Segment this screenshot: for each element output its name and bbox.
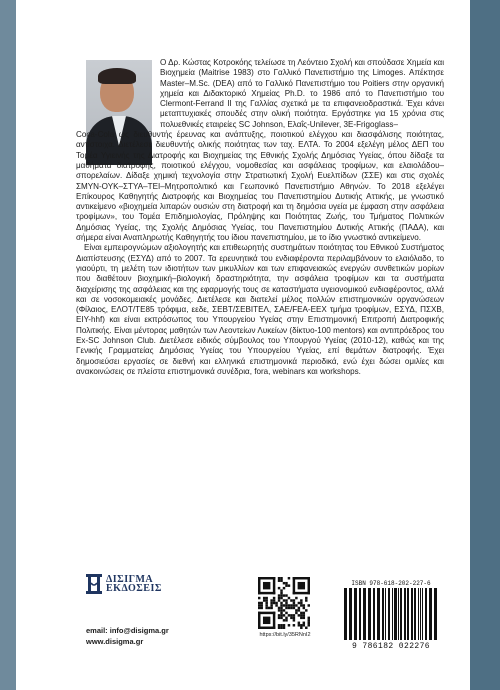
publisher-logo [86, 574, 206, 594]
isbn-barcode [336, 580, 446, 652]
publisher-email: email: info@disigma.gr [86, 626, 169, 635]
publisher-subtitle: ΕΚΔΟΣΕΙΣ [106, 583, 162, 594]
isbn-number: 9 786182 022276 [351, 642, 430, 651]
qr-code [258, 577, 310, 629]
disigma-logo-icon [86, 574, 102, 594]
isbn-label: ISBN 978-618-202-227-6 [351, 580, 431, 587]
publisher-contact [86, 625, 169, 647]
bio-intro: Ο Δρ. Κώστας Κοτροκόης τελείωσε τη Λεόντειο Σχολή και σπούδασε Χημεία και Βιοχημεία (Maitrise 1983) στο Γαλλικό Πανεπιστήμιο της Limoges. Απέκτησε Master–M.Sc. (DEA) από το Γαλλικό Πανεπιστήμιο του Poitiers στην οργανική χημεία και Διδακτορικό Χημείας Ph.D. το 1986 από το Πανεπιστήμιο του Clermont-Ferrand II της Γαλλίας σχετικά με τα επιφανειοδραστικά. Έχει κάνει μεταπτυχιακές σπουδές στην ολική ποιότητα. Εργάστηκε για 15 χρόνια στις πολυεθνικές εταιρείες SC Johnson, Ελαΐς-Unilever, 3E-Frigoglass– [160, 58, 444, 129]
publisher-name: ΔΙΣΙΓΜΑ [106, 574, 154, 585]
bio-paragraph-2: Είναι εμπειρογνώμων αξιολογητής και επιθεωρητής συστημάτων ποιότητας του Εθνικού Συστήματος Διαπίστευσης (ΕΣΥΔ) από το 2007. Τα ερευνητικά του ενδιαφέροντα περιλαμβάνουν το ελαιόλαδο, το γιαούρτι, τη μελέτη των ιδιοτήτων των μικυλλίων και των επιφανειακώς ενεργών συνθετικών μορίων που διαθέτουν βιοχημική–βιολογική δραστηριότητα, την ασφάλεια τροφίμων και τα συστήματα διαχείρισης της ασφάλειας και της εφαρμογής τους σε καταστήματα υγειονομικού ενδιαφέροντος, αλλά και σε νοσοκομειακές μονάδες. Διετέλεσε και διατελεί μέλος πολλών επιστημονικών οργανώσεων (Φίλαιος, ΕΛΟΤ/ΤΕ85 τρόφιμα, εεδε, ΣΕΒΤ/ΣΕΒΙΤΕΛ, ΣΑΕ/FEA-ΕΕΧ τμήμα τροφίμων, ΕΣΥΔ, ΠΣΧΒ, ΕΙΥ-hhf) και είναι εκπρόσωπος του Υπουργείου Υγείας στην Επιστημονική Επιτροπή Διατροφικής Πολιτικής. Είναι μέντορας μαθητών των Λεοντείων Λυκείων (δίκτυο-100 mentors) και αντιπρόεδρος του Ex-SC Johnson Club. Διετέλεσε ειδικός σύμβουλος του Υπουργού Υγείας (2010-12), καθώς και της Γενικής Γραμματείας Δημόσιας Υγείας του Υπουργείου Υγείας, επί θεμάτων διατροφής. Έχει δημοσιεύσει εργασίες σε διεθνή και ελληνικά επιστημονικά περιοδικά, ενώ έχει δώσει ομιλίες και ανακοινώσεις σε πλείστα επιστημονικά συνέδρια, fora, webinars και workshops. [76, 243, 444, 376]
barcode-icon [340, 588, 442, 642]
publisher-website: www.disigma.gr [86, 637, 144, 646]
spine-band [470, 0, 500, 690]
bio-paragraph-1: Coca-Cola ως διευθυντής έρευνας και ανάπτυξης, ποιοτικού ελέγχου και διασφάλισης ποιότητας, αντίστοιχα. Διετέλεσε διευθυντής ολικής ποιότητας των ταχ. ΕΛΤΑ. Το 2004 εξελέγη μέλος ΔΕΠ του Τομέα Υγιεινής της Διατροφής και Βιοχημείας της Εθνικής Σχολής Δημόσιας Υγείας, όπου δίδαξε τα μαθήματα διατροφής, ποιοτικού ελέγχου, νομοθεσίας και ασφάλειας τροφίμων, και ελαιολάδου–σπορελαίων. Δίδαξε χημική τεχνολογία στην Στρατιωτική Σχολή Ευελπίδων (ΣΣΕ) και στις σχολές ΣΜΥΝ-ΟΥΚ–ΣΤΥΑ–ΤΕΙ–Μητροπολιτικό και Γεωπονικό Πανεπιστήμιο Αθηνών. Το 2018 εξελέγει Επίκουρος Καθηγητής Διατροφής και Βιοχημείας του Πανεπιστημίου Δυτικής Αττικής, με γνωστικό αντικείμενο «βιοχημεία λιπαρών ουσιών στη διατροφή και τη δημόσια υγεία με έμφαση στην ασφάλεια τροφίμων», του Τομέα Επιδημιολογίας, Πρόληψης και Ποιότητας Ζωής, του Τμήματος Πολιτικών Δημόσιας Υγείας, της Σχολής Δημόσιας Υγείας, του Πανεπιστημίου Δυτικής Αττικής (ΠΑΔΑ), και σήμερα είναι Αναπληρωτής Καθηγητής του ίδιου πανεπιστημίου, με το ίδιο γνωστικό αντικείμενο. [76, 130, 444, 243]
author-biography [76, 58, 444, 377]
qr-url: https://bit.ly/35RNnI2 [259, 632, 311, 638]
qr-code-icon [258, 577, 310, 629]
